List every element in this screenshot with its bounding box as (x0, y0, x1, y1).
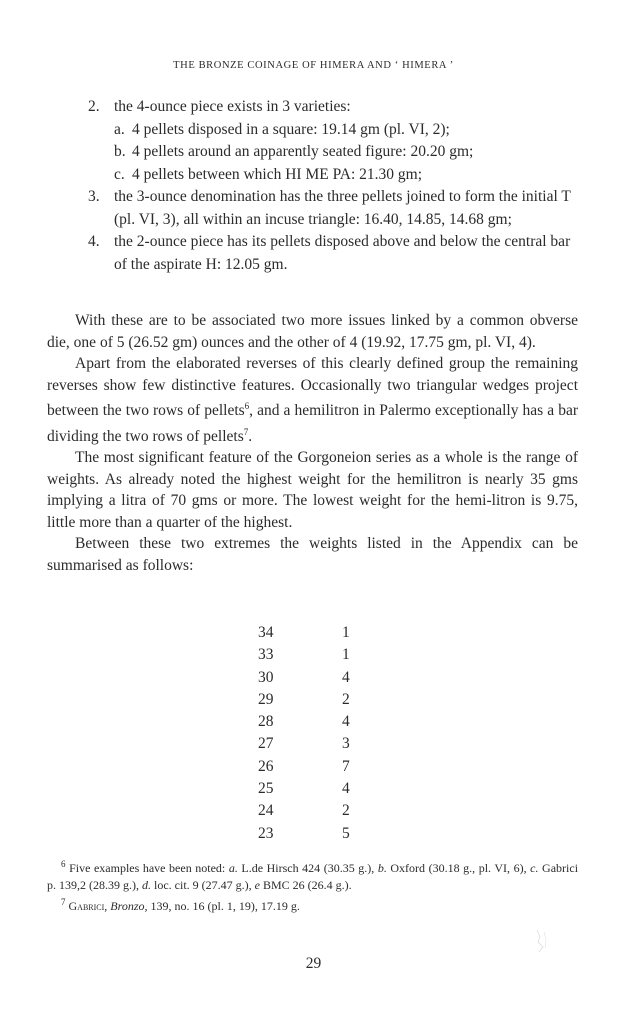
numbered-list (88, 96, 578, 276)
list-item (88, 231, 578, 276)
weight-cell: 24 (258, 802, 274, 820)
sub-item-text: 4 pellets disposed in a square: 19.14 gm (pl. VI, 2); (132, 120, 450, 138)
scan-smudge-icon (534, 928, 550, 954)
paragraph: With these are to be associated two more issues linked by a common obverse die, one of 5 (26.52 gm) ounces and the other of 4 (19.92, 17.75 gm, pl. VI, 4). (47, 312, 578, 351)
count-cell: 2 (342, 690, 350, 708)
footnote-ref: 6 (244, 401, 250, 411)
count-cell: 4 (342, 780, 350, 798)
count-cell: 2 (342, 802, 350, 820)
table-row (258, 622, 350, 644)
sub-list-item (114, 164, 578, 187)
sub-item-text: 4 pellets between which HI ME PA: 21.30 gm; (132, 165, 423, 183)
table-row (258, 711, 350, 733)
footnotes (47, 856, 578, 915)
list-item-text: the 3-ounce denomination has the three pellets joined to form the initial T (pl. VI, 3), all within an incuse triangle: 16.40, 14.85, 14.68 gm; (114, 188, 571, 228)
weight-cell: 23 (258, 824, 274, 842)
sub-item-letter: c. (114, 165, 125, 183)
footnote-ref: 7 (243, 426, 249, 437)
running-head: THE BRONZE COINAGE OF HIMERA AND ‘ HIMERA ’ (173, 60, 454, 71)
count-cell: 4 (342, 713, 350, 731)
footnote-6: $^6$ Five examples have been noted: a. L.de Hirsch 424 (30.35 g.), b. Oxford (30.18 g., pl. VI, 6), c. Gabrici p. 139,2 (28.39 g.), d. loc. cit. 9 (27.47 g.), e BMC 26 (26.4 g.). (47, 859, 579, 892)
count-cell: 1 (342, 646, 350, 664)
count-cell: 1 (342, 624, 350, 641)
paragraph: The most significant feature of the Gorgoneion series as a whole is the range of weights. As already noted the highest weight for the hemilitron is nearly 35 gms implying a litra of 70 gms or more. The lowest weight for the hemi-litron is 9.75, little more than a quarter of the highest. (47, 449, 578, 531)
weight-cell: 27 (258, 735, 274, 753)
footnote-7: $^7$ Gabrici, Bronzo, 139, no. 16 (pl. 1, 19), 17.19 g. (61, 897, 300, 913)
table-row (258, 689, 350, 711)
table-row (258, 667, 350, 689)
list-item-number: 2. (88, 98, 100, 115)
weight-cell: 30 (258, 668, 274, 686)
paragraph: Between these two extremes the weights listed in the Appendix can be summarised as follows: (47, 535, 578, 574)
count-cell: 3 (342, 735, 350, 753)
footnote-number: 6 (61, 859, 66, 869)
weight-cell: 29 (258, 690, 274, 708)
footnote-number: 7 (61, 897, 66, 907)
paragraph: Apart from the elaborated reverses of this clearly defined group the remaining reverses show few distinctive features. Occasionally two triangular wedges project between the two rows of pellets$^6$, and a hemilitron in Palermo exceptionally has a bar dividing the two rows of pellets$^7$. (47, 355, 578, 445)
sub-item-text: 4 pellets around an apparently seated figure: 20.20 gm; (132, 143, 474, 160)
count-cell: 7 (342, 757, 350, 775)
count-cell: 4 (342, 668, 350, 686)
body-text (47, 310, 578, 576)
sub-list-item (114, 119, 578, 142)
weight-cell: 33 (258, 646, 274, 664)
weight-cell: 28 (258, 713, 274, 731)
weight-cell: 34 (258, 624, 274, 641)
weight-cell: 25 (258, 780, 274, 798)
sub-item-letter: a. (114, 120, 125, 138)
list-item (88, 186, 578, 231)
weight-cell: 26 (258, 757, 274, 775)
sub-list (88, 119, 578, 187)
list-item-text: the 4-ounce piece exists in 3 varieties: (114, 98, 351, 115)
table-row (258, 823, 350, 845)
table-row (258, 733, 350, 755)
table-row (258, 778, 350, 800)
sub-item-letter: b. (114, 143, 126, 160)
count-cell: 5 (342, 824, 350, 842)
table-row (258, 800, 350, 822)
list-item-number: 4. (88, 233, 100, 250)
table-row (258, 756, 350, 778)
weights-table (258, 622, 350, 845)
list-item (88, 96, 578, 119)
table-row (258, 644, 350, 666)
list-item-number: 3. (88, 188, 100, 205)
list-item-text: the 2-ounce piece has its pellets disposed above and below the central bar of the aspirate H: 12.05 gm. (114, 233, 571, 273)
page-number: 29 (305, 955, 322, 972)
sub-list-item (114, 141, 578, 164)
